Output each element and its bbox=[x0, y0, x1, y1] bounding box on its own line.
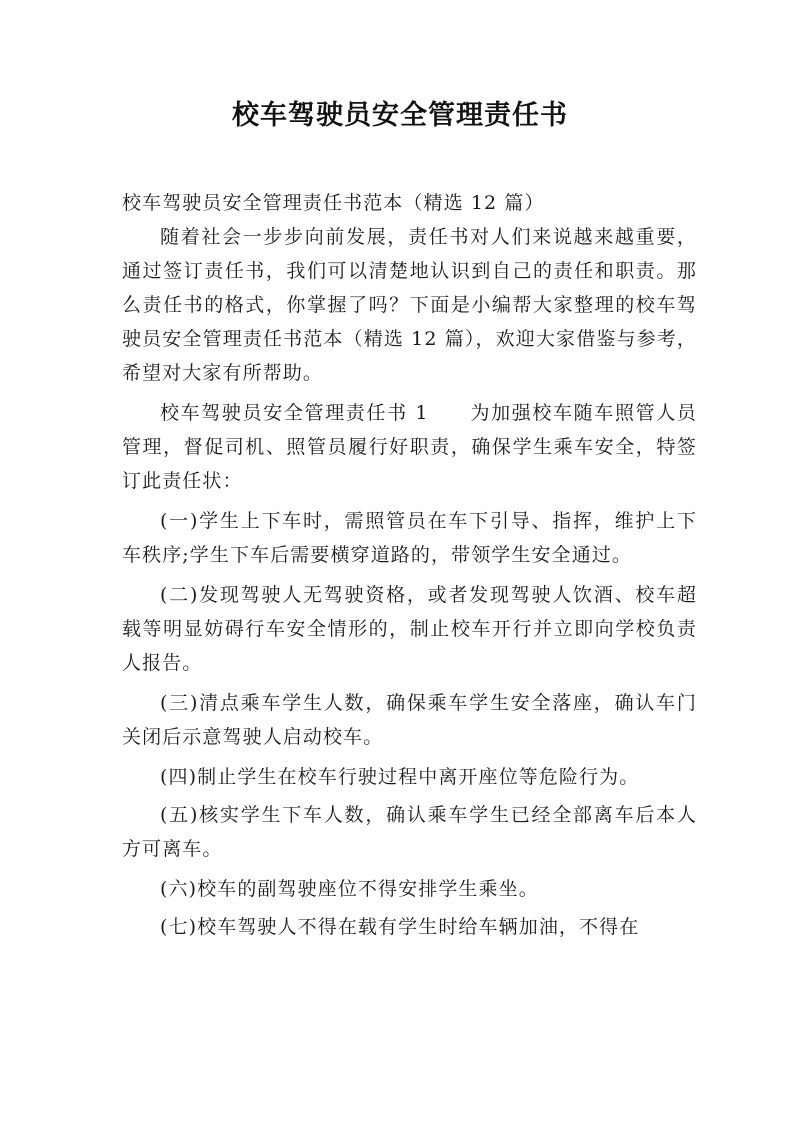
section-intro-paragraph: 校车驾驶员安全管理责任书 1 为加强校车随车照管人员管理，督促司机、照管员履行好职责，确保学生乘车安全，特签订此责任状： bbox=[122, 402, 697, 492]
intro-paragraph: 随着社会一步步向前发展，责任书对人们来说越来越重要，通过签订责任书，我们可以清楚地认识到自己的责任和职责。那么责任书的格式，你掌握了吗？下面是小编帮大家整理的校车驾驶员安全管理责任书范本（精选 12 篇），欢迎大家借鉴与参考，希望对大家有所帮助。 bbox=[122, 226, 697, 384]
clause-1-paragraph: (一)学生上下车时，需照管员在车下引导、指挥，维护上下车秩序;学生下车后需要横穿道路的，带领学生安全通过。 bbox=[122, 510, 697, 566]
clause-7-paragraph: (七)校车驾驶人不得在载有学生时给车辆加油，不得在 bbox=[160, 916, 640, 938]
clause-6-paragraph: (六)校车的副驾驶座位不得安排学生乘坐。 bbox=[160, 878, 539, 900]
clause-4-paragraph: (四)制止学生在校车行驶过程中离开座位等危险行为。 bbox=[160, 766, 640, 788]
document-title: 校车驾驶员安全管理责任书 bbox=[232, 100, 568, 131]
clause-2-paragraph: (二)发现驾驶人无驾驶资格，或者发现驾驶人饮酒、校车超载等明显妨碍行车安全情形的，制止校车开行并立即向学校负责人报告。 bbox=[122, 584, 697, 674]
document-body bbox=[122, 186, 697, 950]
document-subtitle: 校车驾驶员安全管理责任书范本（精选 12 篇） bbox=[122, 192, 545, 214]
clause-3-paragraph: (三)清点乘车学生人数，确保乘车学生安全落座，确认车门关闭后示意驾驶人启动校车。 bbox=[122, 692, 697, 748]
clause-5-paragraph: (五)核实学生下车人数，确认乘车学生已经全部离车后本人方可离车。 bbox=[122, 804, 697, 860]
